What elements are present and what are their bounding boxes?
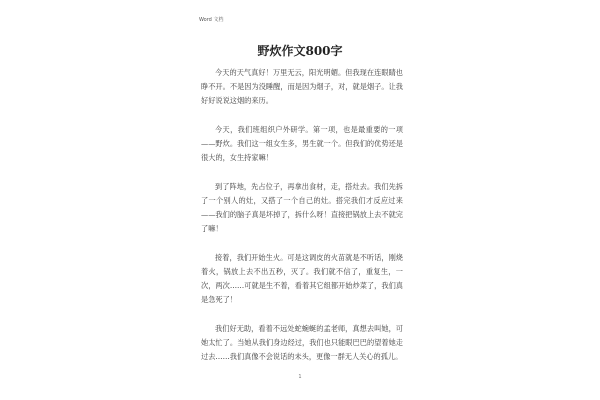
paragraph: 接着，我们开始生火。可是这调皮的火苗就是不听话，刚烧着火，锅放上去不出五秒，灭了。我们就不信了，重复生，一次，两次……可就是生不着，看着其它组都开始炒菜了，我们真是急死了！ (201, 253, 403, 304)
paragraph: 到了阵地，先占位子，再拿出食材，走，搭灶去。我们先拆了一个别人的灶，又搭了一个自己的灶。搭完我们才反应过来——我们的脑子真是坏掉了，拆什么呀！直接把锅放上去不就完了嘛！ (201, 182, 403, 233)
document-header-label: Word 文档 (199, 17, 224, 23)
paragraph: 我们好无助，看着不远处蛇蜿蜒的孟老师，真想去叫她，可她太忙了。当她从我们身边经过，我们也只能眼巴巴的望着她走过去……我们真像不会说话的未头，更像一群无人关心的孤儿。 (201, 324, 403, 361)
document-body (201, 66, 403, 379)
page-number: 1 (298, 374, 302, 380)
paragraph: 今天的天气真好！万里无云，阳光明媚。但我现在连眼睛也睁不开。不是因为没睡醒，而是因为烟子，对，就是烟子。让我好好说说这烟的来历。 (201, 68, 403, 105)
document-title: 野炊作文800字 (257, 44, 343, 58)
paragraph: 今天，我们班组织户外研学。第一项，也是最重要的一项——野炊。我们这一组女生多，男生就一个。但我们的优势还是很大的，女生持家嘛！ (201, 125, 403, 162)
